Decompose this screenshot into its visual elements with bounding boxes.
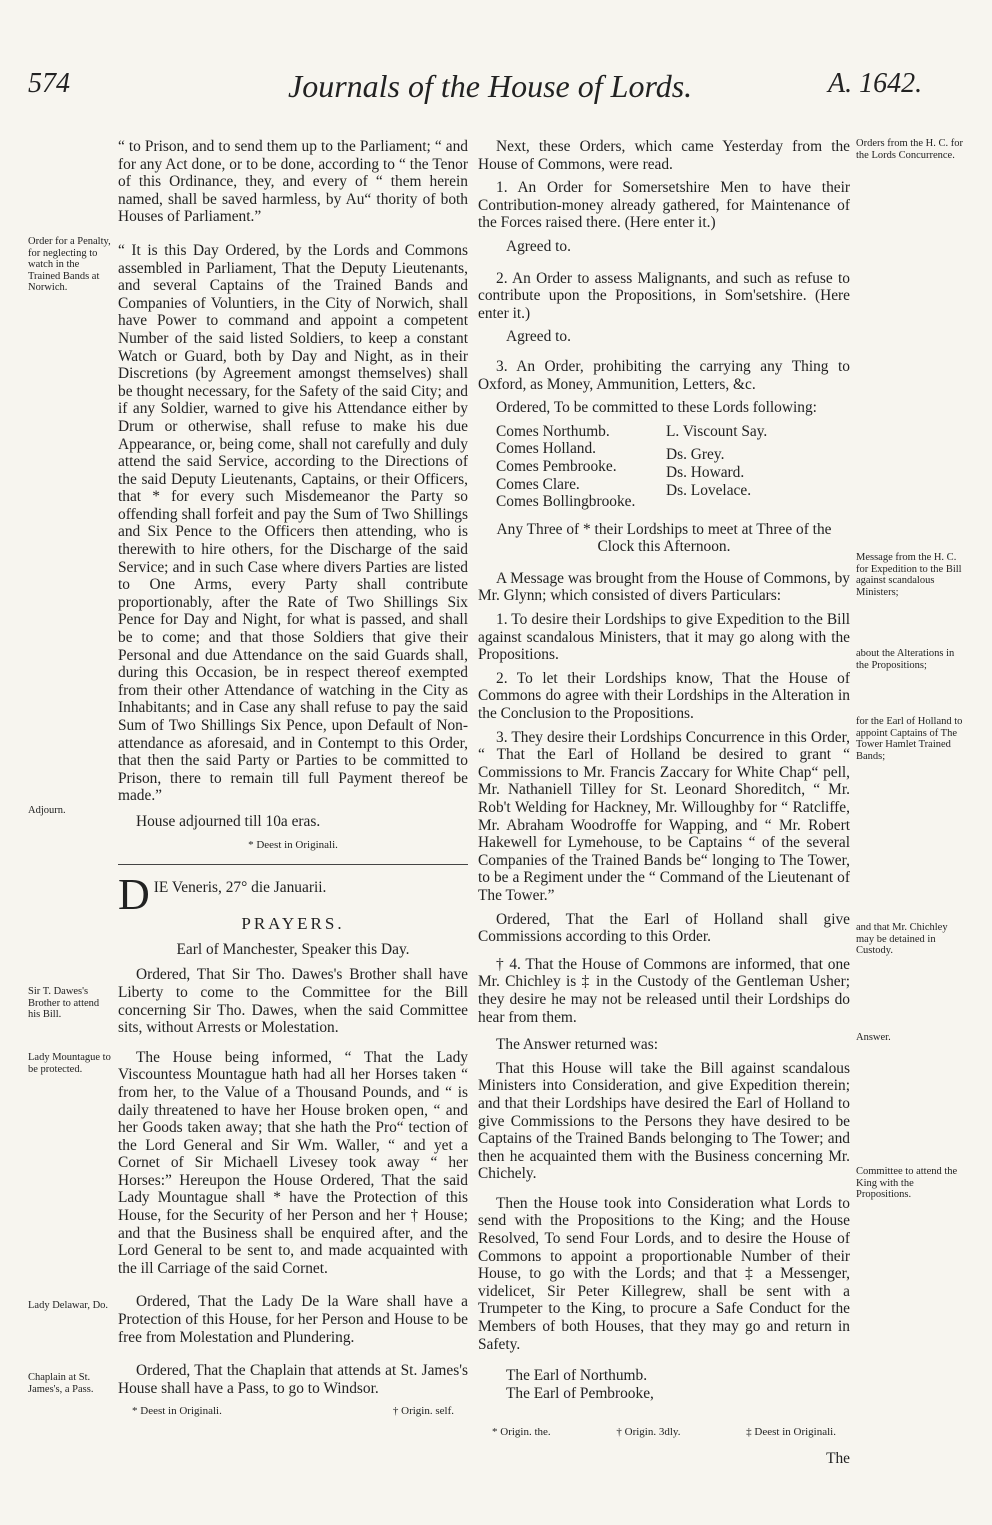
footnote: † Origin. self. bbox=[392, 1405, 454, 1418]
lord-name: Comes Holland. bbox=[496, 440, 597, 458]
speaker-line: Earl of Manchester, Speaker this Day. bbox=[176, 940, 410, 958]
paragraph: That this House will take the Bill against scandalous Ministers into Consideration, and give Expedition therein; and that their Lordships have desired the Earl of Holland to give Commissions to the Persons they have desired to be Captains of the Trained Bands belonging to The Tower; and then he acquainted them with the Business concerning Mr. Chichely. bbox=[478, 1059, 850, 1183]
paragraph: “ to Prison, and to send them up to the Parliament; “ and for any Act done, or to be done, according to “ the Tenor of this Ordinance, they, and every of “ them herein named, shall be saved harmless, by Au“ thority of both Houses of Parliament.” bbox=[118, 138, 468, 226]
paragraph: Ordered, That the Earl of Holland shall give Commissions according to this Order. bbox=[478, 910, 850, 946]
paragraph: Any Three of * their Lordships to meet at Three of the Clock this Afternoon. bbox=[496, 520, 832, 556]
margin-note-holland: for the Earl of Holland to appoint Captains of The Tower Hamlet Trained Bands; bbox=[856, 716, 963, 762]
lords-list-right bbox=[666, 423, 836, 511]
paragraph: “ It is this Day Ordered, by the Lords and Commons assembled in Parliament, That the Deputy Lieutenants, and several Captains of the Trained Bands and Companies of Voluntiers, in the City of Norwich, shall have Power to command and appoint a competent Number of the said listed Soldiers, to keep a constant Watch or Guard, both by Day and Night, as in their Discretions (by Agreement amongst themselves) shall be thought necessary, for the Safety of the said City; and if any Soldier, warned to give his Attendance either by Drum or otherwise, shall refuse to make his due Appearance, or, being come, shall not carefully and duly attend the said Service, according to the Directions of the said Deputy Lieutenants, Captains, or their Officers, that * for every such Misdemeanor the Party so offending shall forfeit and pay the Sum of Two Shillings and Six Pence to the Officers then attending, who is therewith to hire others, for the Discharge of the said Service; and in such Case where divers Parties are listed to One Arms, every Party shall contribute proportionably, after the Rate of Two Shillings Six Pence for Day and Night, for what is passed, and shall be to come; and that those Soldiers that give their Personal and due Attendance on the said Guards shall, during this Occasion, be in respect thereof exempted from their other Attendance of watching in the City as Inhabitants; and in Case any shall refuse to pay the said Sum of Two Shillings Six Pence, upon Default of Non-attendance as aforesaid, and in Contempt to this Order, that then the said Party or Parties to be committed to Prison, there to remain till full Payment thereof be made.” bbox=[118, 241, 468, 805]
paragraph: 3. An Order, prohibiting the carrying any Thing to Oxford, as Money, Ammunition, Letters, &c. bbox=[478, 357, 850, 393]
margin-note-message: Message from the H. C. for Expedition to the Bill against scandalous Ministers; bbox=[856, 552, 962, 598]
margin-note-mountague: Lady Mountague to be protected. bbox=[28, 1052, 111, 1075]
lord-name: Comes Bollingbrooke. bbox=[496, 493, 636, 511]
footnote: ‡ Deest in Originali. bbox=[746, 1426, 836, 1439]
lord-name: Ds. Grey. bbox=[666, 446, 725, 464]
footnote: * Deest in Originali. bbox=[132, 1405, 222, 1418]
lord-name: Comes Northumb. bbox=[496, 422, 610, 440]
lord-name: Ds. Lovelace. bbox=[666, 481, 752, 499]
footnote: * Origin. the. bbox=[492, 1426, 551, 1439]
drop-initial: D bbox=[118, 870, 150, 920]
paragraph: Ordered, That the Chaplain that attends at St. James's House shall have a Pass, to go to Windsor. bbox=[118, 1362, 468, 1397]
agreed: Agreed to. bbox=[506, 328, 571, 346]
paragraph: Ordered, That Sir Tho. Dawes's Brother shall have Liberty to come to the Committee for the Bill concerning Sir Tho. Dawes, when the said Committee sits, without Arrests or Molestation. bbox=[118, 966, 468, 1037]
date-heading: DIE Veneris, 27° die Januarii. bbox=[118, 870, 327, 920]
margin-note-committee: Committee to attend the King with the Propositions. bbox=[856, 1166, 958, 1200]
paragraph: 2. To let their Lordships know, That the House of Commons do agree with their Lordships in the Alteration in the Conclusion to the Propositions. bbox=[478, 669, 850, 723]
page-header bbox=[0, 68, 992, 128]
footnote: * Deest in Originali. bbox=[248, 838, 338, 851]
footnotes bbox=[492, 1424, 836, 1442]
footnotes bbox=[132, 1403, 454, 1421]
divider bbox=[118, 864, 468, 865]
lords-list bbox=[496, 423, 850, 511]
margin-note-chaplain: Chaplain at St. James's, a Pass. bbox=[28, 1372, 94, 1395]
paragraph: Ordered, That the Lady De la Ware shall have a Protection of this House, for her Person and House to be free from Molestation and Plundering. bbox=[118, 1293, 468, 1346]
paragraph: The Answer returned was: bbox=[496, 1036, 658, 1054]
margin-note-orders: Orders from the H. C. for the Lords Concurrence. bbox=[856, 138, 964, 161]
margin-note-dawes: Sir T. Dawes's Brother to attend his Bill. bbox=[28, 986, 100, 1020]
margin-note-answer: Answer. bbox=[856, 1032, 891, 1043]
paragraph: 2. An Order to assess Malignants, and such as refuse to contribute upon the Propositions, in Som'setshire. (Here enter it.) bbox=[478, 269, 850, 322]
footnote: † Origin. 3dly. bbox=[616, 1426, 681, 1439]
paragraph: 3. They desire their Lordships Concurrence in this Order, “ That the Earl of Holland be desired to grant “ Commissions to Mr. Francis Zaccary for White Chap“ pell, Mr. Nathaniell Tilley for St. Leonard Shoreditch, “ Mr. Rob't Welding for Hackney, Mr. Willoughby for “ Ratcliffe, Mr. Abraham Woodroffe for Wapping, and “ Mr. Robert Hakewell for Lymehouse, to be Captains “ of the several Companies of the Trained Bands be“ longing to The Tower, to be a Regiment under the “ Command of the Lieutenant of The Tower.” bbox=[478, 728, 850, 904]
paragraph: Ordered, To be committed to these Lords following: bbox=[496, 399, 817, 417]
paragraph: House adjourned till 10a eras. bbox=[136, 812, 321, 830]
margin-note-penalty: Order for a Penalty, for neglecting to watch in the Trained Bands at Norwich. bbox=[28, 236, 111, 293]
margin-note-adjourn: Adjourn. bbox=[28, 805, 66, 816]
signatory: The Earl of Northumb. bbox=[506, 1367, 648, 1385]
margin-note-alterations: about the Alterations in the Propositions; bbox=[856, 648, 955, 671]
paragraph: The House being informed, “ That the Lady Viscountess Mountague hath had all her Horses taken “ from her, to the Value of a Thousand Pounds, and “ is daily threatened to have her House broken open, “ and her Goods taken away; that she hath the Pro“ tection of the Lord General and Sir Wm. Waller, “ and yet a Cornet of Sir Michaell Livesey took away “ her Horses:” Hereupon the House Ordered, That the said Lady Mountague shall * have the Protection of this House, for the Security of her Person and her † House; and that the Business shall be enquired after, and the Lord General to be sent to, and made acquainted with the ill Carriage of the said Cornet. bbox=[118, 1048, 468, 1277]
paragraph: Then the House took into Consideration what Lords to send with the Propositions to the King; and the House Resolved, To send Four Lords, and to desire the House of Commons to appoint a proportionable Number of their House, to go with the Lords; and that ‡ a Messenger, videlicet, Sir Peter Killegrew, shall be sent with a Trumpeter to the King, to procure a Safe Conduct for the Members of both Houses, that they may go and return in Safety. bbox=[478, 1194, 850, 1353]
left-column bbox=[118, 138, 468, 1429]
lord-name: Ds. Howard. bbox=[666, 463, 745, 481]
paragraph: A Message was brought from the House of Commons, by Mr. Glynn; which consisted of divers Particulars: bbox=[478, 569, 850, 605]
lord-name: Comes Pembrooke. bbox=[496, 457, 617, 475]
paragraph: Next, these Orders, which came Yesterday from the House of Commons, were read. bbox=[478, 138, 850, 173]
signatory: The Earl of Pembrooke, bbox=[506, 1384, 654, 1402]
margin-note-delawar: Lady Delawar, Do. bbox=[28, 1300, 109, 1311]
lord-name: Comes Clare. bbox=[496, 475, 580, 493]
lords-list-left bbox=[496, 423, 666, 511]
running-title: Journals of the House of Lords. bbox=[288, 68, 693, 104]
page-number: 574 bbox=[28, 68, 70, 99]
paragraph: † 4. That the House of Commons are informed, that one Mr. Chichley is ‡ in the Custody of the Gentleman Usher; they desire he may not be released until their Lordships do hear from them. bbox=[478, 955, 850, 1026]
paragraph: 1. An Order for Somersetshire Men to have their Contribution-money already gathered, for Maintenance of the Forces raised there. (Here enter it.) bbox=[478, 179, 850, 232]
catchword: The bbox=[826, 1450, 850, 1467]
right-column bbox=[478, 138, 850, 1483]
prayers-heading: PRAYERS. bbox=[241, 914, 345, 934]
lord-name: L. Viscount Say. bbox=[666, 422, 768, 440]
agreed: Agreed to. bbox=[506, 237, 571, 255]
margin-note-chichley: and that Mr. Chichley may be detained in Custody. bbox=[856, 922, 948, 956]
paragraph: 1. To desire their Lordships to give Expedition to the Bill against scandalous Ministers, that it may go along with the Propositions. bbox=[478, 611, 850, 664]
year: A. 1642. bbox=[828, 68, 923, 99]
